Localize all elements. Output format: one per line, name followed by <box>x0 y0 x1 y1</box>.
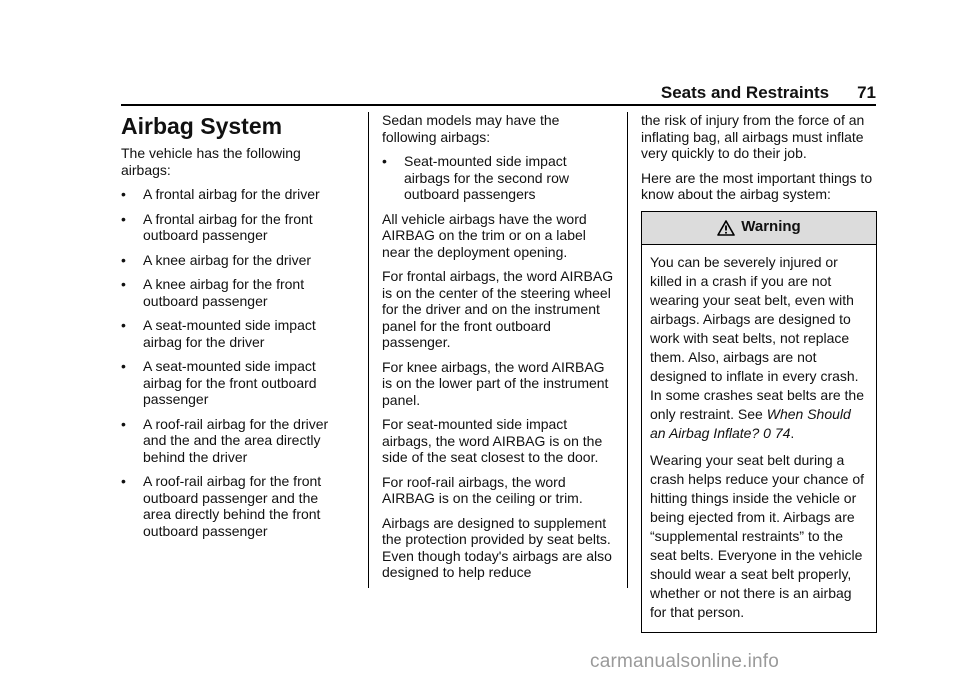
list-item: • A frontal airbag for the front outboard passenger <box>121 210 313 243</box>
paragraph: All vehicle airbags have the word AIRBAG on the trim or on a label near the deployment opening. <box>382 210 587 260</box>
bullet-icon: • <box>121 251 126 268</box>
paragraph: For frontal airbags, the word AIRBAG is on the center of the steering wheel for the driver and on the instrument panel for the front outboard passenger. <box>382 268 614 350</box>
warning-header <box>642 212 876 245</box>
list-item: • A seat-mounted side impact airbag for the driver <box>121 317 316 350</box>
paragraph: Here are the most important things to know about the airbag system: <box>641 169 873 202</box>
warning-paragraph: You can be severely injured or killed in a crash if you are not wearing your seat belt, even with airbags. Airbags are designed to work with seat belts, not replace them. Also, airbags are not designed to inflate in every crash. In some crashes seat belts are the only restraint. See When Should an Airbag Inflate? 0 74. <box>650 253 864 441</box>
list-item: • A seat-mounted side impact airbag for the front outboard passenger <box>121 358 317 407</box>
paragraph: Sedan models may have the following airbags: <box>382 112 560 145</box>
paragraph: the risk of injury from the force of an inflating bag, all airbags must inflate very quickly to do their job. <box>641 112 865 161</box>
section-title: Seats and Restraints <box>660 83 830 102</box>
bullet-icon: • <box>121 317 126 333</box>
column-3 <box>641 112 877 633</box>
cross-reference-link[interactable]: When Should an Airbag Inflate? <box>650 405 851 441</box>
page-number: 71 <box>857 83 876 102</box>
warning-triangle-icon <box>717 220 735 236</box>
warning-box <box>641 211 877 633</box>
bullet-icon: • <box>121 186 126 202</box>
section-heading: Airbag System <box>121 113 283 139</box>
list-item: • A frontal airbag for the driver <box>121 186 320 202</box>
list-item: • A roof-rail airbag for the front outboard passenger and the area directly behind the front outboard passenger <box>121 473 322 539</box>
warning-heading: Warning <box>741 218 801 236</box>
column-divider-2 <box>627 112 628 588</box>
column-2 <box>382 112 616 589</box>
bullet-icon: • <box>121 358 126 374</box>
paragraph: Airbags are designed to supplement the protection provided by seat belts. Even though today's airbags are also designed to help reduce <box>382 514 612 580</box>
bullet-icon: • <box>121 415 126 432</box>
header-rule <box>121 104 876 106</box>
list-item: • Seat-mounted side impact airbags for the second row outboard passengers <box>382 153 569 202</box>
list-item: • A knee airbag for the front outboard passenger <box>121 276 305 309</box>
watermark: carmanualsonline.info <box>590 651 780 672</box>
column-1 <box>121 112 349 547</box>
bullet-icon: • <box>121 210 126 227</box>
warning-paragraph: Wearing your seat belt during a crash helps reduce your chance of hitting things inside the vehicle or being ejected from it. Airbags are “supplemental restraints” to the seat belts. Everyone in the vehicle should wear a seat belt properly, whether or not there is an airbag for that person. <box>650 451 865 620</box>
warning-body <box>642 245 876 632</box>
paragraph: For seat-mounted side impact airbags, the word AIRBAG is on the side of the seat closest to the door. <box>382 416 603 465</box>
intro-paragraph: The vehicle has the following airbags: <box>121 145 301 178</box>
bullet-icon: • <box>382 153 387 169</box>
column-divider-1 <box>368 112 369 588</box>
paragraph: For roof-rail airbags, the word AIRBAG is on the ceiling or trim. <box>382 473 583 506</box>
page-ref-number[interactable]: 74 <box>774 424 791 441</box>
page-ref-arrow-icon: 0 <box>763 424 771 441</box>
list-item: • A knee airbag for the driver <box>121 251 312 268</box>
bullet-icon: • <box>121 473 126 489</box>
list-item: • A roof-rail airbag for the driver and the and the area directly behind the driver <box>121 415 329 465</box>
paragraph: For knee airbags, the word AIRBAG is on the lower part of the instrument panel. <box>382 358 609 408</box>
bullet-icon: • <box>121 276 126 292</box>
